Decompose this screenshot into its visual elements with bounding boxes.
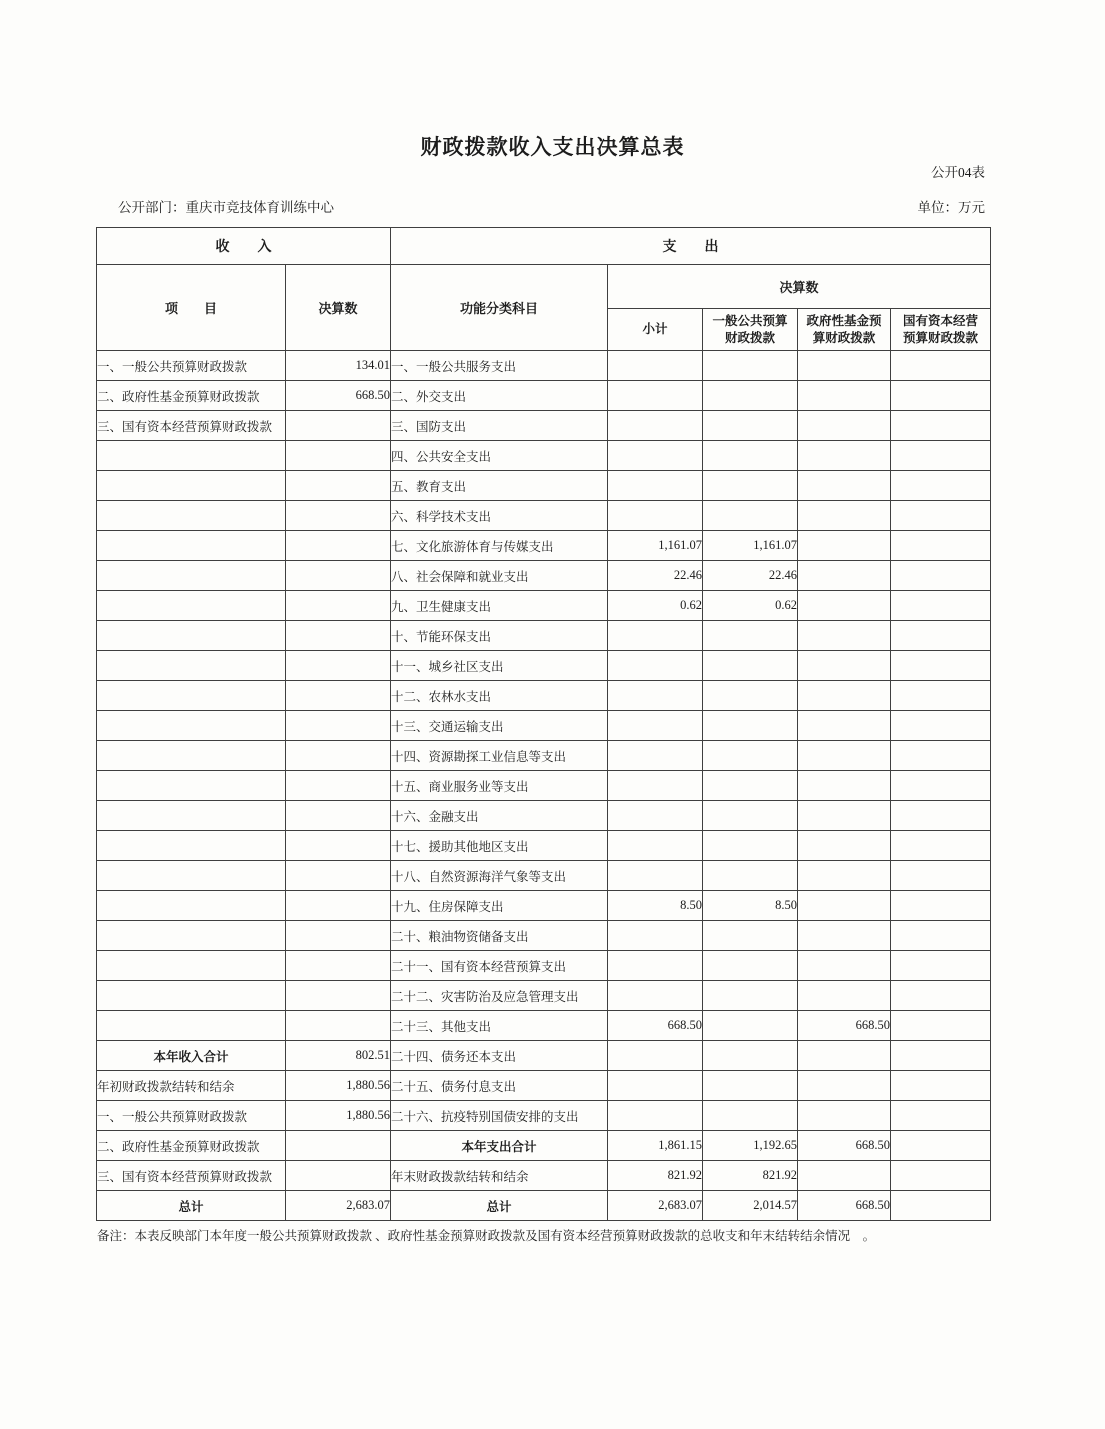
- expense-subject-cell: 八、社会保障和就业支出: [391, 561, 608, 591]
- expense-subtotal-cell: [608, 981, 703, 1011]
- table-row: [97, 651, 991, 681]
- income-amount-cell: [286, 1161, 391, 1191]
- expense-gov-fund-cell: [798, 1071, 891, 1101]
- expense-subtotal-cell: 1,161.07: [608, 531, 703, 561]
- col-header-gov-fund: 政府性基金预算财政拨款: [798, 309, 891, 351]
- expense-subject-cell: 四、公共安全支出: [391, 441, 608, 471]
- expense-state-capital-cell: [891, 921, 991, 951]
- expense-general-budget-cell: [703, 411, 798, 441]
- table-row: [97, 381, 991, 411]
- col-header-income-amount: 决算数: [286, 265, 391, 351]
- income-item-cell: [97, 801, 286, 831]
- income-amount-cell: [286, 501, 391, 531]
- expense-gov-fund-cell: 668.50: [798, 1011, 891, 1041]
- expense-state-capital-cell: [891, 411, 991, 441]
- expense-subtotal-cell: [608, 1041, 703, 1071]
- expense-general-budget-cell: [703, 801, 798, 831]
- income-amount-cell: [286, 891, 391, 921]
- income-amount-cell: [286, 951, 391, 981]
- income-item-cell: 一、一般公共预算财政拨款: [97, 1101, 286, 1131]
- table-row: [97, 801, 991, 831]
- expenditure-section-header: 支 出: [391, 228, 991, 265]
- expense-subtotal-cell: [608, 1101, 703, 1131]
- expense-general-budget-cell: 821.92: [703, 1161, 798, 1191]
- income-amount-cell: [286, 681, 391, 711]
- income-amount-cell: [286, 711, 391, 741]
- expense-subject-cell: 二十四、债务还本支出: [391, 1041, 608, 1071]
- expense-subject-cell: 十八、自然资源海洋气象等支出: [391, 861, 608, 891]
- income-item-cell: [97, 831, 286, 861]
- meta-row: [118, 196, 985, 216]
- income-item-cell: [97, 591, 286, 621]
- expense-subject-cell: 一、一般公共服务支出: [391, 351, 608, 381]
- income-amount-cell: 668.50: [286, 381, 391, 411]
- expense-subtotal-cell: 821.92: [608, 1161, 703, 1191]
- expense-gov-fund-cell: [798, 501, 891, 531]
- table-row: [97, 501, 991, 531]
- expense-gov-fund-cell: [798, 591, 891, 621]
- expense-gov-fund-cell: [798, 831, 891, 861]
- expense-state-capital-cell: [891, 621, 991, 651]
- expense-state-capital-cell: [891, 831, 991, 861]
- expense-gov-fund-cell: [798, 951, 891, 981]
- expense-subject-cell: 本年支出合计: [391, 1131, 608, 1161]
- expense-general-budget-cell: [703, 771, 798, 801]
- expense-subject-cell: 二十六、抗疫特别国债安排的支出: [391, 1101, 608, 1131]
- expense-subtotal-cell: [608, 1071, 703, 1101]
- income-item-cell: 三、国有资本经营预算财政拨款: [97, 411, 286, 441]
- expense-subtotal-cell: [608, 501, 703, 531]
- expense-subtotal-cell: [608, 411, 703, 441]
- expense-general-budget-cell: [703, 1071, 798, 1101]
- expense-state-capital-cell: [891, 561, 991, 591]
- income-amount-cell: 2,683.07: [286, 1191, 391, 1221]
- expense-state-capital-cell: [891, 1011, 991, 1041]
- expense-subject-cell: 十三、交通运输支出: [391, 711, 608, 741]
- table-row: [97, 741, 991, 771]
- income-amount-cell: 1,880.56: [286, 1101, 391, 1131]
- expense-gov-fund-cell: [798, 1101, 891, 1131]
- expense-subject-cell: 二十五、债务付息支出: [391, 1071, 608, 1101]
- income-item-cell: [97, 561, 286, 591]
- section-header-row: [97, 228, 991, 265]
- expense-subtotal-cell: [608, 381, 703, 411]
- expense-subtotal-cell: 2,683.07: [608, 1191, 703, 1221]
- income-item-cell: [97, 471, 286, 501]
- income-amount-cell: [286, 921, 391, 951]
- expense-gov-fund-cell: [798, 1161, 891, 1191]
- expense-subject-cell: 十七、援助其他地区支出: [391, 831, 608, 861]
- income-item-cell: 本年收入合计: [97, 1041, 286, 1071]
- expense-subtotal-cell: [608, 771, 703, 801]
- expense-subtotal-cell: [608, 471, 703, 501]
- expense-state-capital-cell: [891, 1131, 991, 1161]
- expense-general-budget-cell: [703, 741, 798, 771]
- expense-state-capital-cell: [891, 1101, 991, 1131]
- income-amount-cell: [286, 831, 391, 861]
- expense-general-budget-cell: [703, 381, 798, 411]
- expense-state-capital-cell: [891, 351, 991, 381]
- footnote: 备注：本表反映部门本年度一般公共预算财政拨款 、政府性基金预算财政拨款及国有资本经营预算财政拨款的总收支和年末结转结余情况 。: [97, 1229, 876, 1243]
- income-amount-cell: [286, 981, 391, 1011]
- expense-state-capital-cell: [891, 531, 991, 561]
- expense-state-capital-cell: [891, 981, 991, 1011]
- expense-gov-fund-cell: 668.50: [798, 1131, 891, 1161]
- income-item-cell: 二、政府性基金预算财政拨款: [97, 1131, 286, 1161]
- page-title: 财政拨款收入支出决算总表: [420, 135, 685, 159]
- expense-subject-cell: 二、外交支出: [391, 381, 608, 411]
- income-amount-cell: 134.01: [286, 351, 391, 381]
- table-row: [97, 1071, 991, 1101]
- col-header-general-budget: 一般公共预算财政拨款: [703, 309, 798, 351]
- expense-state-capital-cell: [891, 801, 991, 831]
- expense-subject-cell: 总计: [391, 1191, 608, 1221]
- expense-gov-fund-cell: [798, 801, 891, 831]
- table-row: [97, 1161, 991, 1191]
- table-row: [97, 861, 991, 891]
- expense-general-budget-cell: [703, 681, 798, 711]
- expense-general-budget-cell: [703, 1011, 798, 1041]
- table-row: [97, 921, 991, 951]
- expense-subtotal-cell: 1,861.15: [608, 1131, 703, 1161]
- expense-general-budget-cell: [703, 951, 798, 981]
- income-item-cell: 一、一般公共预算财政拨款: [97, 351, 286, 381]
- table-row: [97, 1101, 991, 1131]
- income-amount-cell: [286, 411, 391, 441]
- income-amount-cell: [286, 741, 391, 771]
- income-item-cell: 二、政府性基金预算财政拨款: [97, 381, 286, 411]
- expense-subject-cell: 十二、农林水支出: [391, 681, 608, 711]
- expense-subject-cell: 五、教育支出: [391, 471, 608, 501]
- expense-subtotal-cell: [608, 921, 703, 951]
- expense-general-budget-cell: [703, 501, 798, 531]
- expense-subject-cell: 十四、资源勘探工业信息等支出: [391, 741, 608, 771]
- income-amount-cell: [286, 801, 391, 831]
- income-item-cell: [97, 951, 286, 981]
- expense-gov-fund-cell: [798, 921, 891, 951]
- income-amount-cell: [286, 621, 391, 651]
- income-item-cell: [97, 531, 286, 561]
- col-header-item: 项 目: [97, 265, 286, 351]
- table-row: [97, 351, 991, 381]
- expense-subject-cell: 十、节能环保支出: [391, 621, 608, 651]
- expense-general-budget-cell: 1,161.07: [703, 531, 798, 561]
- expense-subject-cell: 年末财政拨款结转和结余: [391, 1161, 608, 1191]
- income-amount-cell: [286, 531, 391, 561]
- expense-general-budget-cell: 0.62: [703, 591, 798, 621]
- income-item-cell: [97, 771, 286, 801]
- table-row: [97, 711, 991, 741]
- expense-subtotal-cell: [608, 651, 703, 681]
- income-item-cell: [97, 891, 286, 921]
- expense-gov-fund-cell: [798, 381, 891, 411]
- expense-state-capital-cell: [891, 471, 991, 501]
- expense-gov-fund-cell: [798, 621, 891, 651]
- expense-gov-fund-cell: [798, 771, 891, 801]
- department-label: 公开部门：重庆市竞技体育训练中心: [118, 200, 334, 215]
- income-item-cell: [97, 711, 286, 741]
- table-row: [97, 531, 991, 561]
- income-item-cell: [97, 921, 286, 951]
- expense-subject-cell: 二十一、国有资本经营预算支出: [391, 951, 608, 981]
- income-amount-cell: [286, 591, 391, 621]
- expense-state-capital-cell: [891, 591, 991, 621]
- expense-subtotal-cell: [608, 621, 703, 651]
- expense-subtotal-cell: [608, 681, 703, 711]
- expense-subject-cell: 十九、住房保障支出: [391, 891, 608, 921]
- expense-gov-fund-cell: [798, 351, 891, 381]
- expense-gov-fund-cell: [798, 471, 891, 501]
- expense-subject-cell: 二十二、灾害防治及应急管理支出: [391, 981, 608, 1011]
- table-row: [97, 411, 991, 441]
- expense-gov-fund-cell: [798, 741, 891, 771]
- income-item-cell: [97, 651, 286, 681]
- expense-subtotal-cell: 22.46: [608, 561, 703, 591]
- col-header-state-capital: 国有资本经营预算财政拨款: [891, 309, 991, 351]
- income-item-cell: [97, 441, 286, 471]
- income-amount-cell: [286, 771, 391, 801]
- expense-subject-cell: 十六、金融支出: [391, 801, 608, 831]
- expense-subtotal-cell: [608, 951, 703, 981]
- table-row: [97, 561, 991, 591]
- expense-gov-fund-cell: [798, 441, 891, 471]
- income-item-cell: [97, 861, 286, 891]
- expense-state-capital-cell: [891, 651, 991, 681]
- income-item-cell: 三、国有资本经营预算财政拨款: [97, 1161, 286, 1191]
- expense-state-capital-cell: [891, 891, 991, 921]
- expense-general-budget-cell: 22.46: [703, 561, 798, 591]
- expense-general-budget-cell: [703, 711, 798, 741]
- expense-general-budget-cell: [703, 1101, 798, 1131]
- income-item-cell: 总计: [97, 1191, 286, 1221]
- income-section-header: 收 入: [97, 228, 391, 265]
- expense-state-capital-cell: [891, 951, 991, 981]
- income-item-cell: [97, 1011, 286, 1041]
- expense-state-capital-cell: [891, 501, 991, 531]
- table-row: [97, 621, 991, 651]
- expense-state-capital-cell: [891, 741, 991, 771]
- expense-state-capital-cell: [891, 1071, 991, 1101]
- income-item-cell: [97, 681, 286, 711]
- table-row: [97, 681, 991, 711]
- table-row: [97, 891, 991, 921]
- expense-general-budget-cell: 8.50: [703, 891, 798, 921]
- unit-label: 单位：万元: [917, 200, 985, 215]
- expense-state-capital-cell: [891, 381, 991, 411]
- expense-subtotal-cell: [608, 351, 703, 381]
- expense-subtotal-cell: [608, 441, 703, 471]
- expense-subtotal-cell: [608, 801, 703, 831]
- table-row: [97, 951, 991, 981]
- expense-subtotal-cell: [608, 741, 703, 771]
- expense-gov-fund-cell: 668.50: [798, 1191, 891, 1221]
- expense-general-budget-cell: [703, 651, 798, 681]
- expense-subject-cell: 十五、商业服务业等支出: [391, 771, 608, 801]
- table-row: [97, 471, 991, 501]
- expense-gov-fund-cell: [798, 561, 891, 591]
- expense-state-capital-cell: [891, 861, 991, 891]
- expense-general-budget-cell: [703, 621, 798, 651]
- expense-general-budget-cell: [703, 981, 798, 1011]
- expense-subtotal-cell: 668.50: [608, 1011, 703, 1041]
- expense-general-budget-cell: [703, 921, 798, 951]
- expense-subtotal-cell: [608, 861, 703, 891]
- expense-gov-fund-cell: [798, 531, 891, 561]
- income-amount-cell: [286, 651, 391, 681]
- expense-subtotal-cell: [608, 831, 703, 861]
- table-code-label: 公开04表: [931, 165, 985, 180]
- expense-state-capital-cell: [891, 441, 991, 471]
- expense-subject-cell: 二十、粮油物资储备支出: [391, 921, 608, 951]
- table-row: [97, 981, 991, 1011]
- expense-subtotal-cell: 8.50: [608, 891, 703, 921]
- expense-state-capital-cell: [891, 1041, 991, 1071]
- table-row: [97, 441, 991, 471]
- expense-gov-fund-cell: [798, 981, 891, 1011]
- expense-general-budget-cell: 1,192.65: [703, 1131, 798, 1161]
- income-amount-cell: 802.51: [286, 1041, 391, 1071]
- expense-state-capital-cell: [891, 711, 991, 741]
- expense-general-budget-cell: [703, 831, 798, 861]
- table-row: [97, 1191, 991, 1221]
- income-item-cell: 年初财政拨款结转和结余: [97, 1071, 286, 1101]
- income-item-cell: [97, 741, 286, 771]
- expense-gov-fund-cell: [798, 1041, 891, 1071]
- income-item-cell: [97, 621, 286, 651]
- expense-state-capital-cell: [891, 1191, 991, 1221]
- expense-subtotal-cell: [608, 711, 703, 741]
- expense-gov-fund-cell: [798, 711, 891, 741]
- expense-gov-fund-cell: [798, 681, 891, 711]
- expense-general-budget-cell: [703, 351, 798, 381]
- table-row: [97, 591, 991, 621]
- expense-general-budget-cell: [703, 441, 798, 471]
- income-amount-cell: [286, 1011, 391, 1041]
- expense-subject-cell: 二十三、其他支出: [391, 1011, 608, 1041]
- col-header-amounts-group: 决算数: [608, 265, 991, 309]
- income-amount-cell: 1,880.56: [286, 1071, 391, 1101]
- expense-state-capital-cell: [891, 681, 991, 711]
- expense-gov-fund-cell: [798, 861, 891, 891]
- income-amount-cell: [286, 1131, 391, 1161]
- table-row: [97, 1131, 991, 1161]
- income-amount-cell: [286, 441, 391, 471]
- income-item-cell: [97, 501, 286, 531]
- income-amount-cell: [286, 471, 391, 501]
- col-header-subtotal: 小计: [608, 309, 703, 351]
- expense-subject-cell: 七、文化旅游体育与传媒支出: [391, 531, 608, 561]
- expense-subject-cell: 九、卫生健康支出: [391, 591, 608, 621]
- table-row: [97, 1011, 991, 1041]
- table-row: [97, 1041, 991, 1071]
- col-header-subject: 功能分类科目: [391, 265, 608, 351]
- expense-subject-cell: 三、国防支出: [391, 411, 608, 441]
- expense-general-budget-cell: 2,014.57: [703, 1191, 798, 1221]
- expense-general-budget-cell: [703, 861, 798, 891]
- expense-gov-fund-cell: [798, 411, 891, 441]
- table-row: [97, 771, 991, 801]
- expense-subtotal-cell: 0.62: [608, 591, 703, 621]
- expense-general-budget-cell: [703, 471, 798, 501]
- budget-summary-table: [96, 227, 991, 1221]
- column-header-row: [97, 265, 991, 309]
- expense-state-capital-cell: [891, 1161, 991, 1191]
- table-row: [97, 831, 991, 861]
- expense-subject-cell: 十一、城乡社区支出: [391, 651, 608, 681]
- income-item-cell: [97, 981, 286, 1011]
- income-amount-cell: [286, 861, 391, 891]
- expense-state-capital-cell: [891, 771, 991, 801]
- expense-gov-fund-cell: [798, 891, 891, 921]
- income-amount-cell: [286, 561, 391, 591]
- expense-general-budget-cell: [703, 1041, 798, 1071]
- expense-subject-cell: 六、科学技术支出: [391, 501, 608, 531]
- expense-gov-fund-cell: [798, 651, 891, 681]
